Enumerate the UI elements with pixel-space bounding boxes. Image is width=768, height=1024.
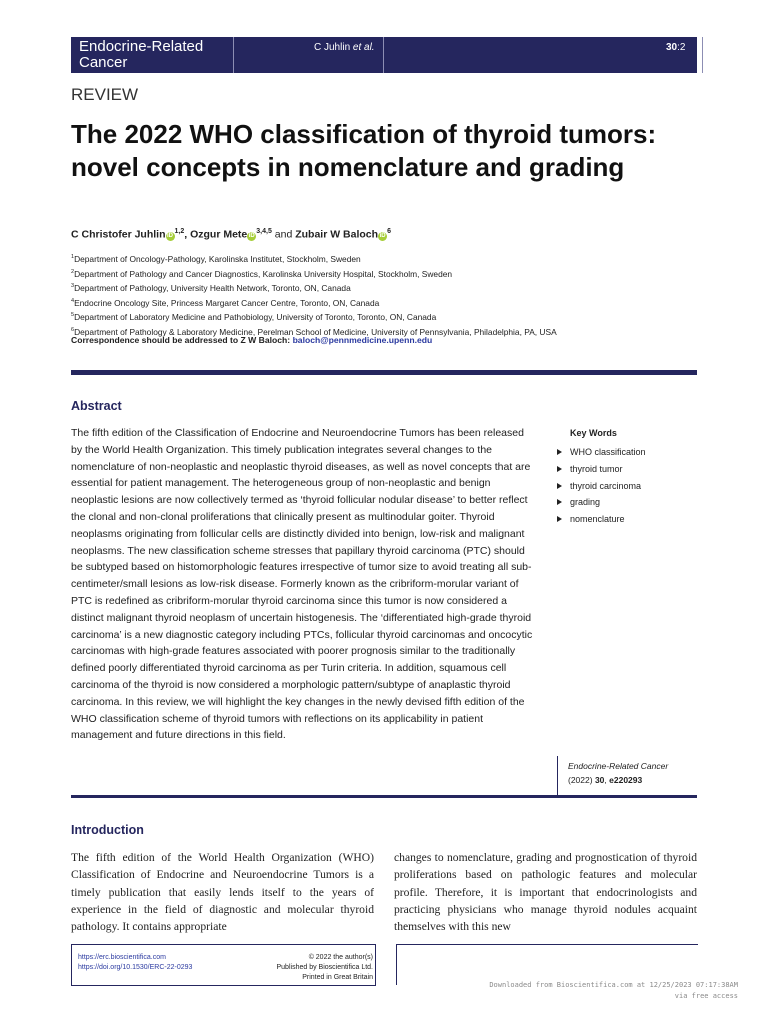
affiliation-item: $^3$Department of Pathology, University Health Network, Toronto, ON, Canada <box>71 282 351 293</box>
keywords-heading: Key Words <box>570 428 617 438</box>
correspondence-email-link[interactable]: baloch@pennmedicine.upenn.edu <box>292 335 433 345</box>
orcid-icon[interactable]: iD <box>379 232 386 239</box>
journal-website-link[interactable]: https://erc.bioscientifica.com <box>78 954 166 961</box>
footer-info-box <box>71 944 376 986</box>
affiliation-item: $^4$Endocrine Oncology Site, Princess Margaret Cancer Centre, Toronto, ON, Canada <box>71 297 380 308</box>
article-title: The 2022 WHO classification of thyroid tumors: novel concepts in nomenclature and grading <box>71 119 657 182</box>
abstract-heading: Abstract <box>71 399 122 413</box>
introduction-heading: Introduction <box>71 823 144 837</box>
copyright-text: © 2022 the author(s) <box>308 954 373 961</box>
keywords-list <box>557 444 646 528</box>
citation-journal: Endocrine-Related Cancer <box>568 761 669 771</box>
affiliation-item: $^5$Department of Laboratory Medicine and Pathobiology, University of Toronto, Toronto, ON, Canada <box>71 311 437 322</box>
header-divider <box>233 37 234 73</box>
citation-volume: (2022) 30, e220293 <box>568 775 643 785</box>
header-article-id: e220293 <box>717 42 756 53</box>
article-type: REVIEW <box>71 85 139 104</box>
correspondence: Correspondence should be addressed to Z W Baloch: baloch@pennmedicine.upenn.edu <box>71 335 433 345</box>
section-rule <box>71 795 697 798</box>
affiliation-item: $^2$Department of Pathology and Cancer Diagnostics, Karolinska University Hospital, Stockholm, Sweden <box>71 268 453 279</box>
orcid-icon[interactable]: iD <box>248 232 255 239</box>
keyword-item: thyroid tumor <box>557 461 646 478</box>
author-list: C Christofer Juhlin iD$^{1,2}$, Ozgur Mete iD$^{3,4,5}$ and Zubair W Baloch $iD^6$ <box>71 228 391 241</box>
orcid-icon[interactable]: iD <box>167 232 174 239</box>
introduction-column-left: The fifth edition of the World Health Organization (WHO) Classification of Endocrine and Neuroendocrine Tumors is a timely publication that easily lends itself to the years of experience in the field of diagnostic and molecular thyroid pathology. It contains appropriate <box>71 851 374 934</box>
section-rule <box>71 370 697 375</box>
keyword-item: grading <box>557 494 646 511</box>
header-divider <box>383 37 384 73</box>
printed-text: Printed in Great Britain <box>302 974 373 981</box>
author-name[interactable]: Zubair W Baloch <box>295 228 379 241</box>
keyword-item: nomenclature <box>557 511 646 528</box>
citation-box <box>557 756 697 796</box>
keyword-item: thyroid carcinoma <box>557 478 646 495</box>
author-name[interactable]: C Christofer Juhlin <box>71 228 166 241</box>
download-watermark: Downloaded from Bioscientifica.com at 12/25/2023 07:17:38AM via free access <box>489 981 738 1000</box>
abstract-text: The fifth edition of the Classification of Endocrine and Neuroendocrine Tumors has been released by the World Health Organization. This timely publication integrates several changes to the nomenclature of non-neoplastic and neoplastic thyroid diseases, as well as novel concepts that are essential for patient management. The heterogeneous group of non-neoplastic and benign neoplastic lesions are now collectively termed as ‘thyroid follicular nodular disease’ to better reflect the clonal and non-clonal proliferations that clinically present as multinodular goiter. Thyroid neoplasms originating from follicular cells are distinctly divided into benign, low-risk and malignant neoplasms. The new classification scheme stresses that papillary thyroid carcinoma (PTC) should be subtyped based on histomorphologic features irrespective of tumor size to avoid treating all sub-centimeter/small lesions as low-risk disease. Formerly known as the cribriform-morular variant of PTC is redefined as cribriform-morular thyroid carcinoma since this tumor is now considered a distinct malignant thyroid neoplasm of uncertain histogenesis. The ‘differentiated high-grade thyroid carcinoma’ is a new diagnostic category including PTCs, follicular thyroid carcinomas and oncocytic carcinomas with high-grade features associated with poorer prognosis similar to the traditionally defined poorly differentiated thyroid carcinoma as per Turin criteria. In addition, squamous cell carcinoma of the thyroid is now considered a morphologic pattern/subtype of anaplastic thyroid carcinoma. In this review, we will highlight the key changes in the newly devised fifth edition of the WHO classification scheme of thyroid tumors with reflections on its applicability in patient management and future directions in this field. <box>71 427 533 742</box>
journal-name: Endocrine-Related Cancer <box>79 38 204 71</box>
introduction-column-right: changes to nomenclature, grading and prognostication of thyroid proliferations based on pathologic features and molecular profile. Therefore, it is important that endocrinologists and practicing physicians who manage thyroid nodules acquaint themselves with this new <box>394 851 697 934</box>
header-divider <box>702 37 703 73</box>
header-volume: 30:2 <box>666 42 686 53</box>
affiliation-list <box>71 251 557 338</box>
footer-right-box <box>396 944 698 985</box>
affiliation-item: $^6$Department of Pathology & Laboratory Medicine, Perelman School of Medicine, University of Pennsylvania, Philadelphia, PA, USA <box>71 326 557 337</box>
publisher-text: Published by Bioscientifica Ltd. <box>276 964 373 971</box>
journal-header-bar <box>71 37 756 73</box>
author-name[interactable]: Ozgur Mete <box>190 228 248 241</box>
keyword-item: WHO classification <box>557 444 646 461</box>
affiliation-item: $^1$Department of Oncology-Pathology, Karolinska Institutet, Stockholm, Sweden <box>71 253 361 264</box>
header-authors: C Juhlin et al. <box>314 42 375 53</box>
doi-link[interactable]: https://doi.org/10.1530/ERC-22-0293 <box>78 964 193 971</box>
